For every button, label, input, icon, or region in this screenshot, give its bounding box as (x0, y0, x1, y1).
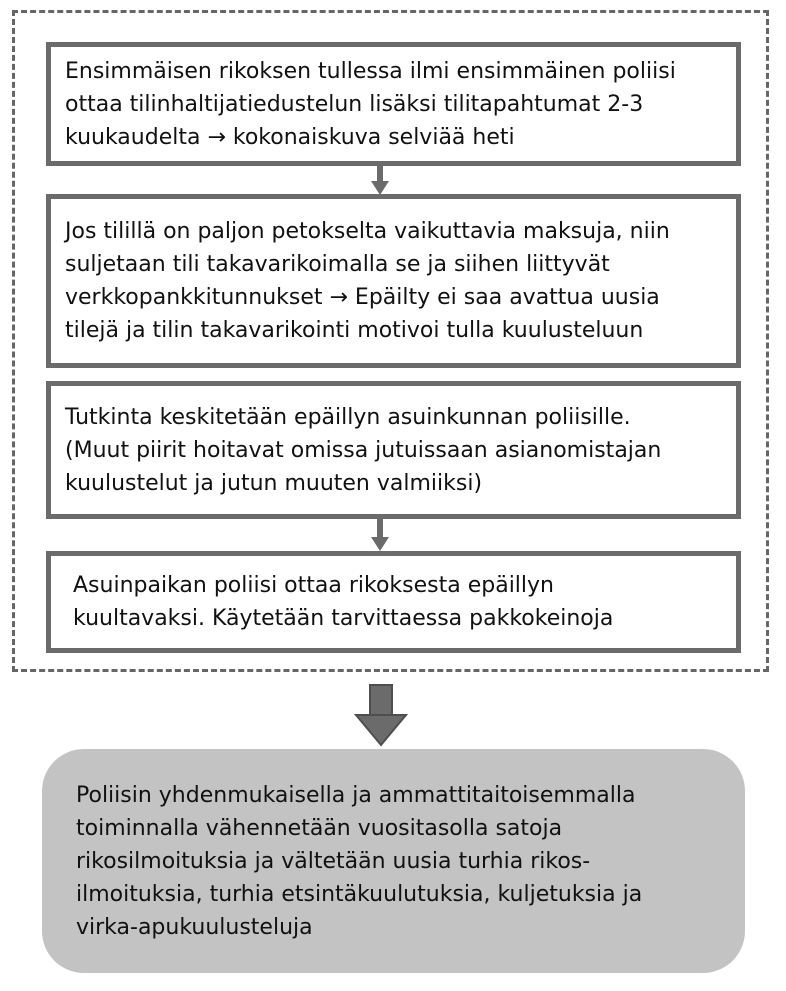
outcome-text: Poliisin yhdenmukaisella ja ammattitaitoisemmalla toiminnalla vähennetään vuositasolla satoja rikosilmoituksia ja vältetään uusia turhia rikos- ilmoituksia, turhia etsintäkuulutuksia, kuljetuksia ja virka-apukuulusteluja (76, 782, 643, 940)
process-step-1 (46, 42, 741, 166)
flow-arrow-down-icon (371, 518, 389, 551)
process-step-2 (46, 194, 741, 368)
result-arrow-down-icon (354, 683, 408, 747)
process-step-1-text: Ensimmäisen rikoksen tullessa ilmi ensimmäinen poliisi ottaa tilinhaltijatiedustelun lisäksi tilitapahtumat 2-3 kuukaudelta → kokonaiskuva selviää heti (65, 58, 676, 150)
outcome-box (42, 749, 745, 973)
process-step-4 (46, 551, 741, 653)
process-step-3 (46, 381, 741, 519)
process-step-3-text: Tutkinta keskitetään epäillyn asuinkunnan poliisille. (Muut piirit hoitavat omissa jutuissaan asianomistajan kuulustelut ja jutun muuten valmiiksi) (65, 404, 662, 496)
process-step-2-text: Jos tilillä on paljon petokselta vaikuttavia maksuja, niin suljetaan tili takavarikoimalla se ja siihen liittyvät verkkopankkitunnukset → Epäilty ei saa avattua uusia tilejä ja tilin takavarikointi motivoi tulla kuulusteluun (65, 219, 670, 343)
flow-arrow-down-icon (371, 165, 389, 195)
process-step-4-text: Asuinpaikan poliisi ottaa rikoksesta epäillyn kuultavaksi. Käytetään tarvittaessa pakkokeinoja (73, 573, 614, 631)
